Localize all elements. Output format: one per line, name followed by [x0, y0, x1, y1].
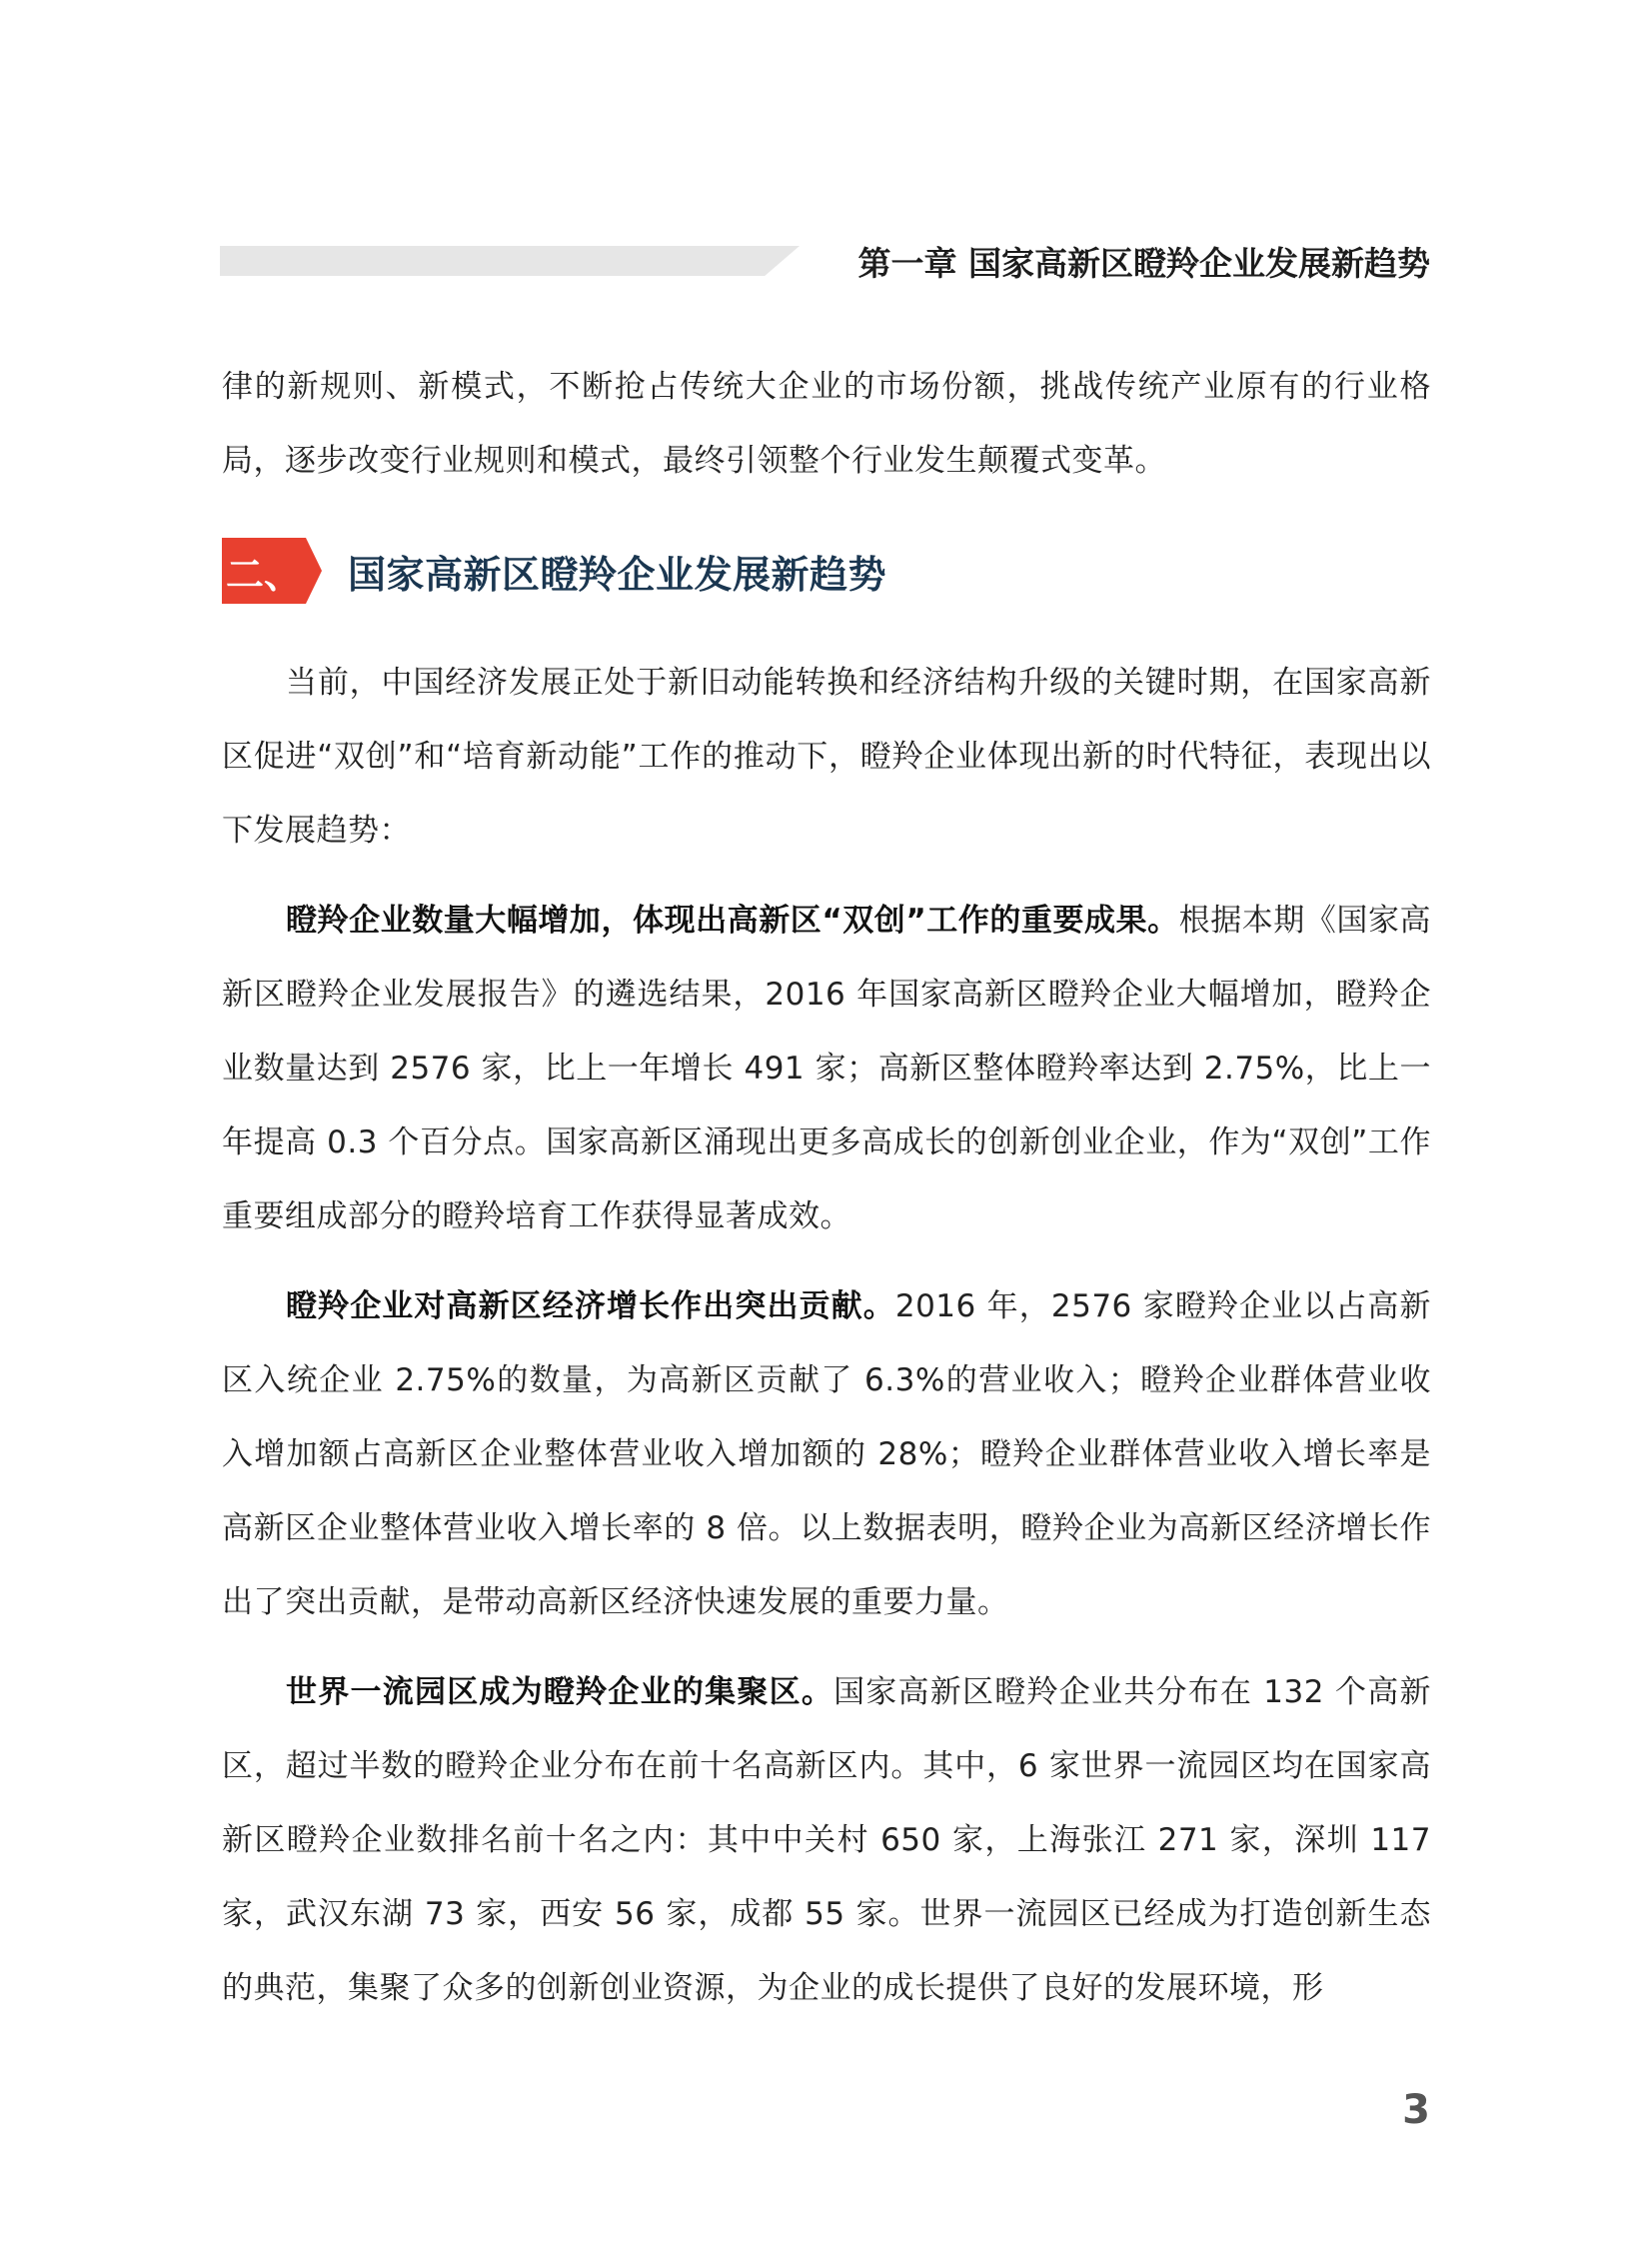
paragraph-trend-3 — [222, 1655, 1431, 2025]
paragraph-lead: 瞪羚企业数量大幅增加，体现出高新区“双创”工作的重要成果。 — [286, 903, 1179, 939]
paragraph-body: 根据本期《国家高新区瞪羚企业发展报告》的遴选结果，2016 年国家高新区瞪羚企业大幅增加，瞪羚企业数量达到 2576 家，比上一年增长 491 家；高新区整体瞪羚率达到 2.75%，比上一年提高 0.3 个百分点。国家高新区涌现出更多高成长的创新创业企业，作为“双创”工作重要组成部分的瞪羚培育工作获得显著成效。 — [222, 903, 1431, 1234]
section-heading — [222, 538, 1431, 604]
header-bar — [220, 246, 800, 276]
page-number: 3 — [1402, 2087, 1430, 2133]
section-title: 国家高新区瞪羚企业发展新趋势 — [348, 552, 887, 597]
paragraph-continuation: 律的新规则、新模式，不断抢占传统大企业的市场份额，挑战传统产业原有的行业格局，逐步改变行业规则和模式，最终引领整个行业发生颠覆式变革。 — [222, 369, 1431, 479]
paragraph-intro: 当前，中国经济发展正处于新旧动能转换和经济结构升级的关键时期，在国家高新区促进“双创”和“培育新动能”工作的推动下，瞪羚企业体现出新的时代特征，表现出以下发展趋势： — [222, 665, 1431, 849]
paragraph-body: 2016 年，2576 家瞪羚企业以占高新区入统企业 2.75%的数量，为高新区贡献了 6.3%的营业收入；瞪羚企业群体营业收入增加额占高新区企业整体营业收入增加额的 28%；瞪羚企业群体营业收入增长率是高新区企业整体营业收入增长率的 8 倍。以上数据表明，瞪羚企业为高新区经济增长作出了突出贡献，是带动高新区经济快速发展的重要力量。 — [222, 1288, 1431, 1620]
paragraph-body: 国家高新区瞪羚企业共分布在 132 个高新区，超过半数的瞪羚企业分布在前十名高新区内。其中，6 家世界一流园区均在国家高新区瞪羚企业数排名前十名之内：其中中关村 650 家，上海张江 271 家，深圳 117 家，武汉东湖 73 家，西安 56 家，成都 55 家。世界一流园区已经成为打造创新生态的典范，集聚了众多的创新创业资源，为企业的成长提供了良好的发展环境，形 — [222, 1674, 1431, 2006]
paragraph-trend-2 — [222, 1269, 1431, 1639]
paragraph-lead: 瞪羚企业对高新区经济增长作出突出贡献。 — [286, 1288, 895, 1324]
paragraph-lead: 世界一流园区成为瞪羚企业的集聚区。 — [286, 1674, 834, 1710]
page-content — [222, 350, 1431, 2025]
section-number-badge: 二、 — [222, 538, 306, 604]
paragraph-trend-1 — [222, 884, 1431, 1253]
chapter-title: 第一章 国家高新区瞪羚企业发展新趋势 — [857, 244, 1430, 283]
